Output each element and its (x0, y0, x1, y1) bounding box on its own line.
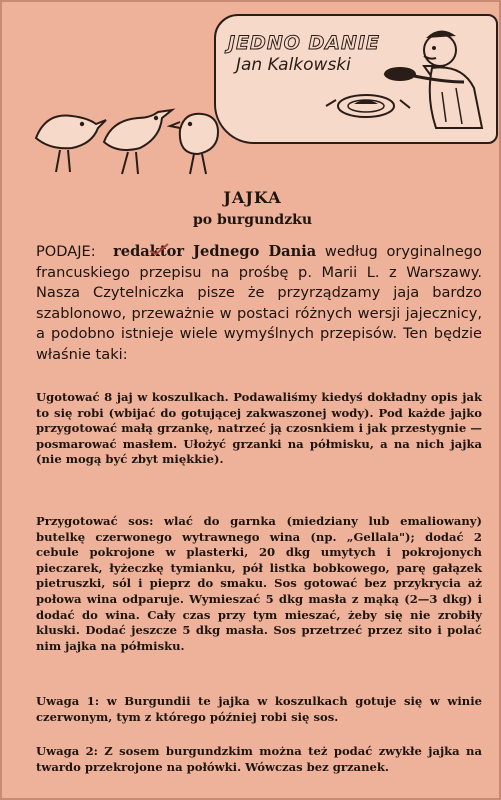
chef-eating-icon (314, 22, 490, 134)
three-birds-icon (30, 102, 230, 182)
lead-rest: według oryginalnego francuskiego przepisu na prośbę p. Marii L. z Warszawy. Nasza Czytelniczka pisze że przyrządzamy jaja bardzo szablonowo, przeważnie w postaci różnych wersji jajecznicy, a podobno istnieje wiele wymyślnych przepisów. Ten będzie właśnie taki: (36, 243, 482, 363)
paragraph-2: Przygotować sos: wlać do garnka (miedziany lub emaliowany) butelkę czerwonego wytrawnego wina (np. „Gellala"); dodać 2 cebule pokrojone w plasterki, 20 dkg umytych i pokrojonych pieczarek, łyżeczkę tymianku, pół listka bobkowego, parę gałązek pietruszki, sól i pieprz do smaku. Sos gotować bez przykrycia aż połowa wina odparuje. Wymieszać 5 dkg masła z mąką (2—3 dkg) i dodać do wina. Cały czas przy tym mieszać, żeby się nie zrobiły kluski. Dodać jeszcze 5 dkg masła. Sos przetrzeć przez sito i polać nim jajka na półmisku. (36, 514, 482, 653)
paragraph-4: Uwaga 2: Z sosem burgundzkim można też podać zwykłe jajka na twardo przekrojone na połówki. Wówczas bez grzanek. (36, 744, 482, 774)
paragraph-1: Ugotować 8 jaj w koszulkach. Podawaliśmy kiedyś dokładny opis jak to się robi (wbijać do gotującej zakwaszonej wody). Pod każde jajko przygotować małą grzankę, natrzeć ją czosnkiem i jak przestygnie — posmarować masłem. Ułożyć grzanki na półmisku, a na nich jajka (nie mogą być zbyt miękkie). (36, 390, 482, 467)
series-title: JEDNO DANIE (228, 32, 380, 54)
lead-paragraph (36, 242, 482, 366)
series-author: Jan Kalkowski (236, 55, 351, 75)
paragraph-3: Uwaga 1: w Burgundii te jajka w koszulkach gotuje się w winie czerwonym, tym z którego później robi się sos. (36, 694, 482, 724)
hand-mark-icon (148, 242, 170, 256)
lead-word: PODAJE: (36, 243, 96, 260)
recipe-subtitle: po burgundzku (192, 212, 313, 228)
lead-bold: redaktor Jednego Dania (113, 243, 317, 260)
recipe-title: JAJKA (223, 188, 282, 207)
